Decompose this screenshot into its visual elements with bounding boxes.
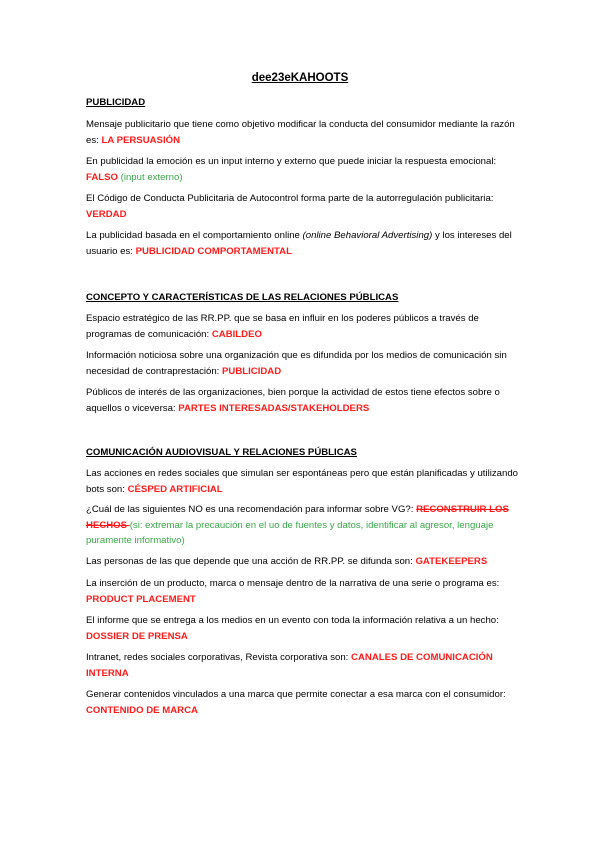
- struck-answer-text: RECONSTRUIR LOS HECHOS: [86, 504, 509, 531]
- answer-text: LA PERSUASIÓN: [101, 134, 181, 146]
- question-item: [86, 613, 518, 644]
- question-text: Espacio estratégico de las RR.PP. que se basa en influir en los poderes públicos a través de programas de comunicación:: [86, 313, 479, 340]
- question-text: y los intereses del usuario es:: [86, 230, 512, 257]
- answer-text: PRODUCT PLACEMENT: [86, 593, 196, 605]
- question-item: [86, 576, 518, 607]
- section-heading-comunicacion: COMUNICACIÓN AUDIOVISUAL Y RELACIONES PÚBLICAS: [86, 447, 357, 458]
- document-title: dee23eKAHOOTS: [251, 72, 349, 84]
- answer-text: CONTENIDO DE MARCA: [86, 704, 198, 716]
- question-text: Las personas de las que depende que una acción de RR.PP. se difunda son:: [86, 556, 416, 567]
- question-item: [86, 311, 518, 342]
- question-item: [86, 385, 518, 416]
- question-text: El Código de Conducta Publicitaria de Autocontrol forma parte de la autorregulación publicitaria:: [86, 193, 494, 204]
- question-text: ¿Cuál de las siguientes NO es una recomendación para informar sobre VG?:: [86, 504, 417, 515]
- question-text: Información noticiosa sobre una organización que es difundida por los medios de comunicación sin necesidad de contraprestación:: [86, 350, 507, 377]
- answer-text: VERDAD: [86, 208, 127, 220]
- question-text: Generar contenidos vinculados a una marca que permite conectar a esa marca con el consumidor:: [86, 689, 506, 700]
- section-heading-publicidad: PUBLICIDAD: [86, 97, 146, 108]
- question-item: [86, 154, 518, 185]
- answer-text: PARTES INTERESADAS/STAKEHOLDERS: [178, 402, 370, 414]
- answer-text: GATEKEEPERS: [415, 556, 488, 567]
- question-item: [86, 191, 518, 222]
- question-text: Públicos de interés de las organizaciones, bien porque la actividad de estos tiene efectos sobre o aquellos o viceversa:: [86, 387, 500, 414]
- question-item: [86, 117, 518, 148]
- question-item: [86, 348, 518, 379]
- question-item: [86, 554, 518, 570]
- answer-text: FALSO: [86, 171, 118, 183]
- question-item: [86, 650, 518, 681]
- answer-note: (si: extremar la precaución en el uo de fuentes y datos, identificar al agresor, lenguaje puramente informativo): [86, 519, 494, 546]
- question-text: La inserción de un producto, marca o mensaje dentro de la narrativa de una serie o programa es:: [86, 578, 500, 589]
- question-italic-text: (online Behavioral Advertising): [302, 230, 433, 241]
- answer-text: CANALES DE COMUNICACIÓN INTERNA: [86, 652, 493, 679]
- question-item: [86, 687, 518, 718]
- section-heading-concepto: CONCEPTO Y CARACTERÍSTICAS DE LAS RELACIONES PÚBLICAS: [86, 292, 399, 303]
- answer-text: PUBLICIDAD: [222, 365, 282, 377]
- question-text: Las acciones en redes sociales que simulan ser espontáneas pero que están planificadas y utilizando bots son:: [86, 468, 518, 495]
- question-text: Intranet, redes sociales corporativas, Revista corporativa son:: [86, 652, 352, 663]
- answer-text: CABILDEO: [211, 328, 262, 340]
- question-text: La publicidad basada en el comportamiento online: [86, 230, 303, 241]
- question-text: El informe que se entrega a los medios en un evento con toda la información relativa a un hecho:: [86, 615, 499, 626]
- answer-text: DOSSIER DE PRENSA: [86, 630, 188, 642]
- answer-text: PUBLICIDAD COMPORTAMENTAL: [135, 245, 292, 257]
- question-item: [86, 466, 518, 497]
- question-item: [86, 228, 518, 259]
- answer-note: (input externo): [117, 171, 183, 183]
- answer-text: CÉSPED ARTIFICIAL: [127, 483, 223, 495]
- question-text: En publicidad la emoción es un input interno y externo que puede iniciar la respuesta emocional:: [86, 156, 497, 167]
- question-text: Mensaje publicitario que tiene como objetivo modificar la conducta del consumidor mediante la razón es:: [86, 119, 515, 146]
- question-item: [86, 502, 518, 549]
